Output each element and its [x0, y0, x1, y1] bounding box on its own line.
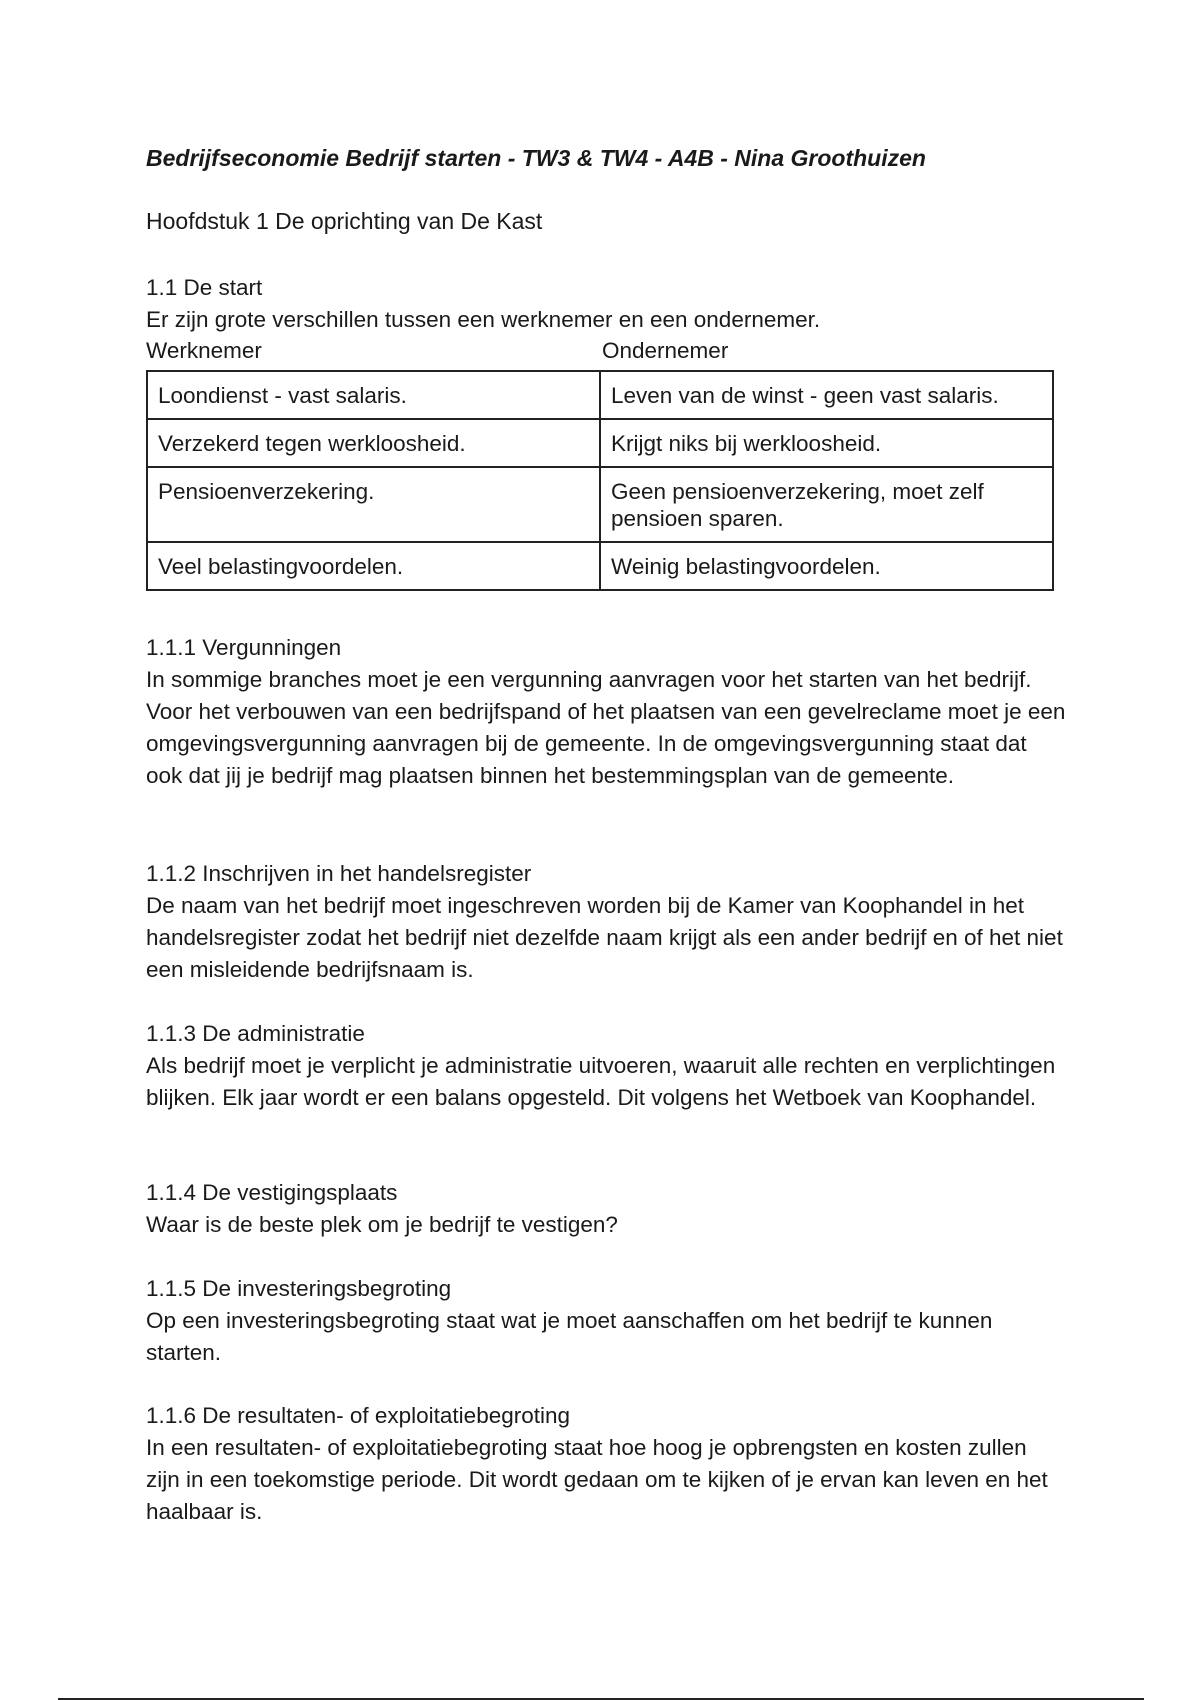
section-heading: 1.1.1 Vergunningen: [146, 635, 342, 660]
section-vestigingsplaats: [146, 1177, 1066, 1241]
table-row: [147, 419, 1053, 467]
table-cell: Krijgt niks bij werkloosheid.: [600, 419, 1053, 467]
table-row: [147, 371, 1053, 419]
chapter-heading: Hoofdstuk 1 De oprichting van De Kast: [146, 208, 543, 234]
section-body: Op een investeringsbegroting staat wat je moet aanschaffen om het bedrijf te kunnen starten.: [146, 1308, 993, 1365]
section-heading: 1.1.6 De resultaten- of exploitatiebegroting: [146, 1403, 571, 1428]
table-cell: Veel belastingvoordelen.: [147, 542, 600, 590]
section-start: [146, 272, 1066, 336]
section-body: Waar is de beste plek om je bedrijf te vestigen?: [146, 1212, 618, 1237]
section-body: De naam van het bedrijf moet ingeschreven worden bij de Kamer van Koophandel in het handelsregister zodat het bedrijf niet dezelfde naam krijgt als een ander bedrijf en of het niet een misleidende bedrijfsnaam is.: [146, 893, 1063, 982]
section-heading: 1.1.4 De vestigingsplaats: [146, 1180, 398, 1205]
section-body: In sommige branches moet je een vergunning aanvragen voor het starten van het bedrijf. Voor het verbouwen van een bedrijfspand of het plaatsen van een gevelreclame moet je een omgevingsvergunning aanvragen bij de gemeente. In de omgevingsvergunning staat dat ook dat jij je bedrijf mag plaatsen binnen het bestemmingsplan van de gemeente.: [146, 667, 1066, 788]
section-investeringsbegroting: [146, 1273, 1066, 1369]
table-row: [147, 542, 1053, 590]
table-cell: Loondienst - vast salaris.: [147, 371, 600, 419]
table-cell: Pensioenverzekering.: [147, 467, 600, 542]
column-label-ondernemer: Ondernemer: [602, 338, 729, 363]
table-row: [147, 467, 1053, 542]
section-exploitatiebegroting: [146, 1400, 1066, 1528]
section-heading: 1.1.3 De administratie: [146, 1021, 365, 1046]
section-heading: 1.1 De start: [146, 275, 263, 300]
section-handelsregister: [146, 858, 1066, 986]
section-intro: Er zijn grote verschillen tussen een werknemer en een ondernemer.: [146, 307, 821, 332]
table-cell: Leven van de winst - geen vast salaris.: [600, 371, 1053, 419]
table-cell: Geen pensioenverzekering, moet zelf pensioen sparen.: [600, 467, 1053, 542]
comparison-table: [146, 370, 1054, 591]
document-title: Bedrijfseconomie Bedrijf starten - TW3 & TW4 - A4B - Nina Groothuizen: [146, 145, 926, 171]
section-vergunningen: [146, 632, 1066, 792]
table-cell: Weinig belastingvoordelen.: [600, 542, 1053, 590]
section-heading: 1.1.2 Inschrijven in het handelsregister: [146, 861, 532, 886]
section-heading: 1.1.5 De investeringsbegroting: [146, 1276, 452, 1301]
section-administratie: [146, 1018, 1066, 1114]
column-label-werknemer: Werknemer: [146, 338, 262, 363]
table-cell: Verzekerd tegen werkloosheid.: [147, 419, 600, 467]
section-body: In een resultaten- of exploitatiebegroting staat hoe hoog je opbrengsten en kosten zullen zijn in een toekomstige periode. Dit wordt gedaan om te kijken of je ervan kan leven en het haalbaar is.: [146, 1435, 1048, 1524]
section-body: Als bedrijf moet je verplicht je administratie uitvoeren, waaruit alle rechten en verplichtingen blijken. Elk jaar wordt er een balans opgesteld. Dit volgens het Wetboek van Koophandel.: [146, 1053, 1056, 1110]
